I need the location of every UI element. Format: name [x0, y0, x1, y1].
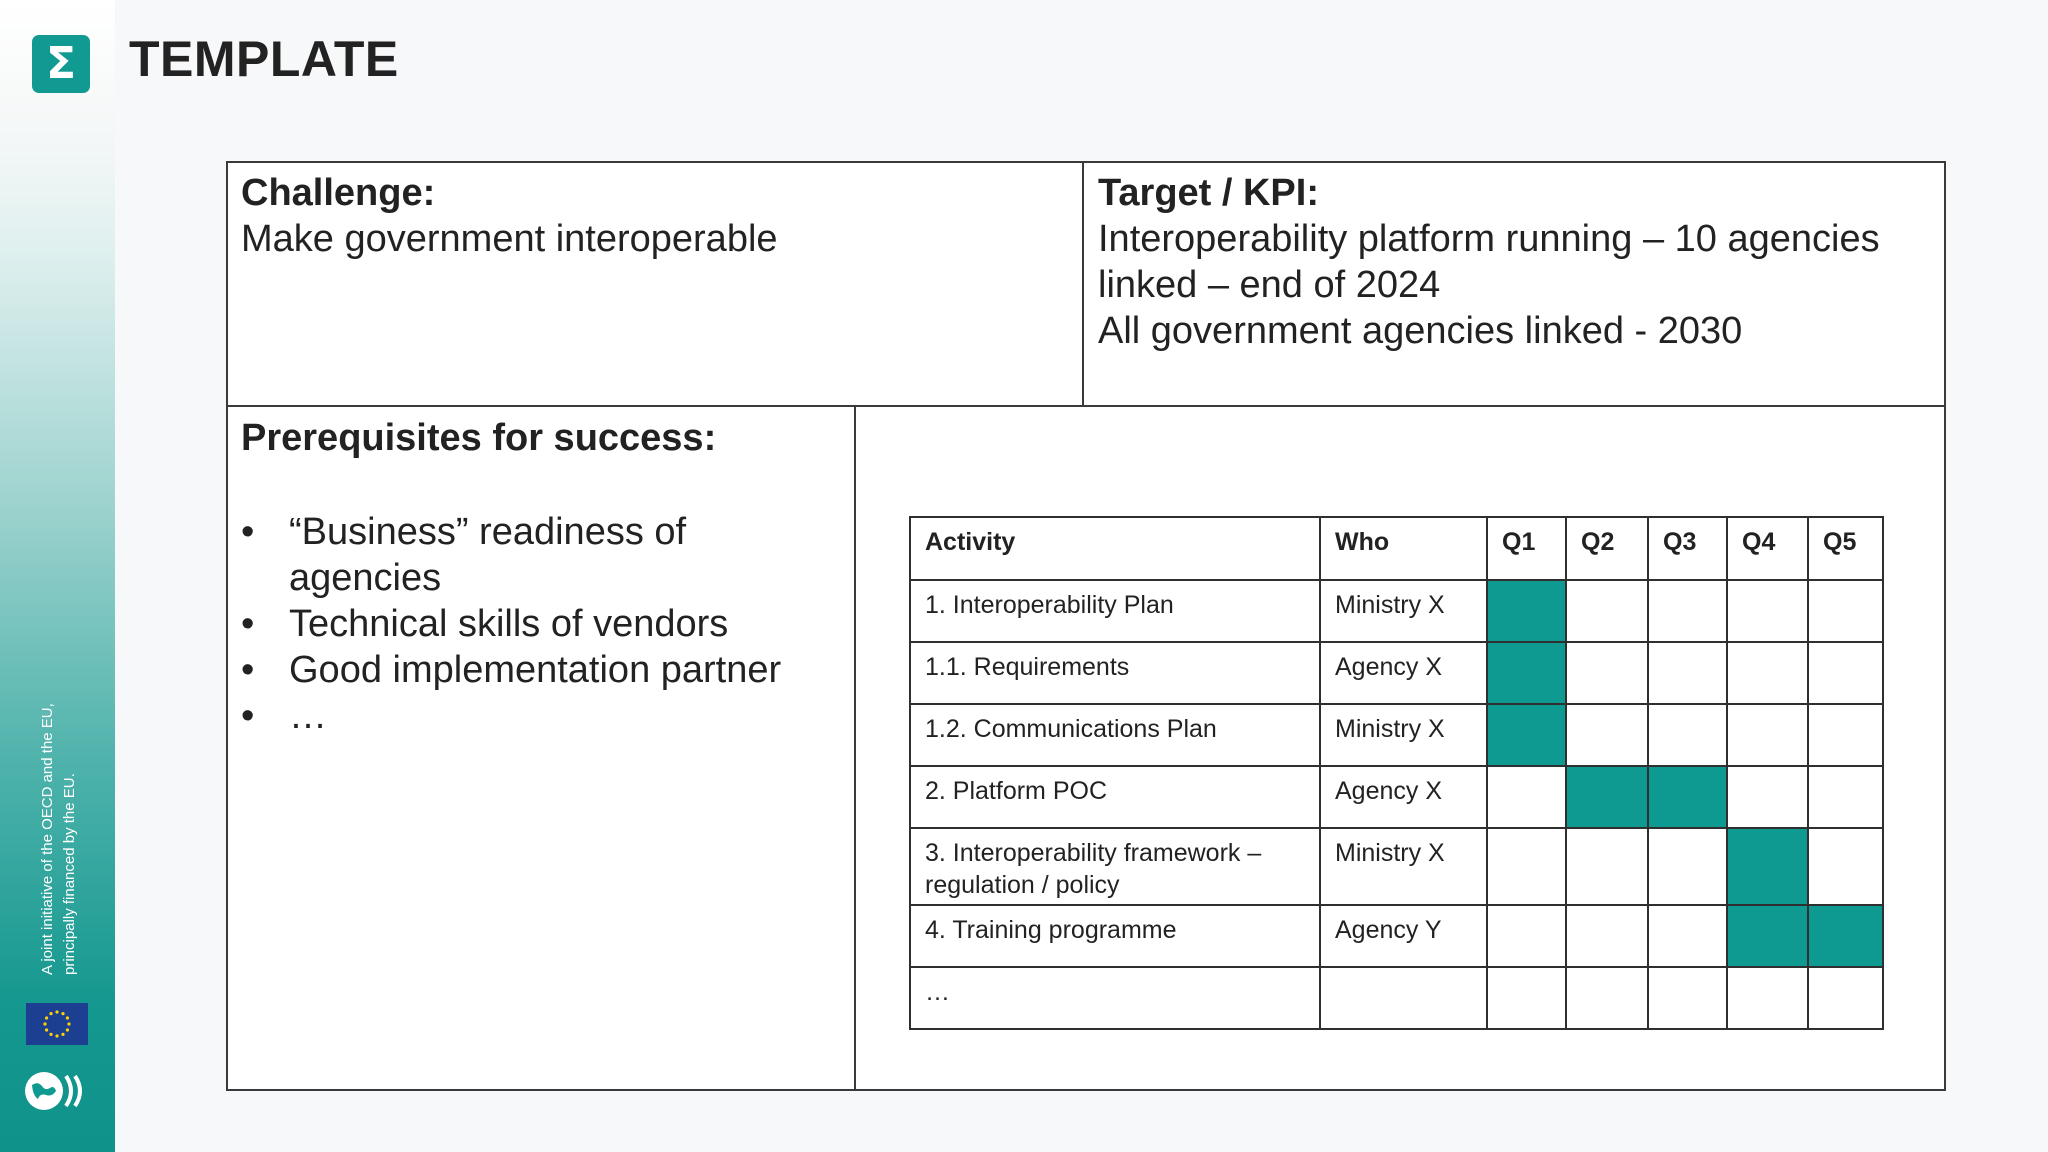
quarter-cell-active [1487, 704, 1566, 766]
page-title: TEMPLATE [129, 31, 399, 87]
quarter-cell [1487, 828, 1566, 905]
quarter-cell [1648, 828, 1727, 905]
quarter-cell [1566, 828, 1648, 905]
quarter-cell [1566, 704, 1648, 766]
eu-flag-icon [26, 1003, 88, 1045]
quarter-cell-active [1727, 828, 1808, 905]
column-header: Q3 [1648, 517, 1727, 580]
target-line: linked – end of 2024 [1098, 264, 1441, 306]
quarter-cell [1727, 766, 1808, 828]
activity-cell: 1.1. Requirements [910, 642, 1320, 704]
quarter-cell [1808, 967, 1883, 1029]
divider-top-vertical [1082, 161, 1084, 407]
who-cell: Agency X [1320, 642, 1487, 704]
column-header: Who [1320, 517, 1487, 580]
quarter-cell [1566, 905, 1648, 967]
sidebar-band [0, 0, 115, 1152]
activity-cell: 2. Platform POC [910, 766, 1320, 828]
quarter-cell [1727, 967, 1808, 1029]
footer-note [37, 655, 81, 975]
prerequisites-heading: Prerequisites for success: [241, 417, 717, 459]
quarter-cell [1566, 580, 1648, 642]
activity-cell: 4. Training programme [910, 905, 1320, 967]
quarter-cell-active [1727, 905, 1808, 967]
who-cell: Agency X [1320, 766, 1487, 828]
quarter-cell [1727, 580, 1808, 642]
quarter-cell [1808, 580, 1883, 642]
quarter-cell [1808, 766, 1883, 828]
quarter-cell [1487, 766, 1566, 828]
column-header: Q4 [1727, 517, 1808, 580]
quarter-cell-active [1648, 766, 1727, 828]
target-line: Interoperability platform running – 10 agencies [1098, 218, 1880, 260]
column-header: Q1 [1487, 517, 1566, 580]
table-row [910, 828, 1883, 905]
quarter-cell-active [1566, 766, 1648, 828]
challenge-cell [241, 170, 1061, 262]
target-cell [1098, 170, 1938, 354]
challenge-heading: Challenge: [241, 172, 436, 214]
quarter-cell [1808, 828, 1883, 905]
table-header-row [910, 517, 1883, 580]
challenge-text: Make government interoperable [241, 218, 778, 260]
quarter-cell [1648, 642, 1727, 704]
who-cell: Ministry X [1320, 580, 1487, 642]
sigma-icon: Σ [32, 35, 90, 93]
oecd-logo-icon [22, 1068, 92, 1114]
who-cell: Ministry X [1320, 704, 1487, 766]
quarter-cell [1808, 642, 1883, 704]
target-heading: Target / KPI: [1098, 172, 1319, 214]
who-cell [1320, 967, 1487, 1029]
column-header: Activity [910, 517, 1320, 580]
quarter-cell [1648, 905, 1727, 967]
quarter-cell [1648, 580, 1727, 642]
quarter-cell [1727, 704, 1808, 766]
quarter-cell [1566, 642, 1648, 704]
table-row [910, 580, 1883, 642]
activity-cell: … [910, 967, 1320, 1029]
who-cell: Ministry X [1320, 828, 1487, 905]
footer-note-line-2: principally financed by the EU. [61, 773, 78, 975]
table-row [910, 704, 1883, 766]
list-item: • Good implementation partner [241, 647, 841, 693]
column-header: Q5 [1808, 517, 1883, 580]
quarter-cell-active [1487, 642, 1566, 704]
quarter-cell [1648, 967, 1727, 1029]
list-item: • Technical skills of vendors [241, 601, 841, 647]
activity-cell: 3. Interoperability framework – regulation / policy [910, 828, 1320, 905]
activity-table [909, 516, 1884, 1030]
activity-cell: 1. Interoperability Plan [910, 580, 1320, 642]
quarter-cell [1648, 704, 1727, 766]
divider-horizontal [226, 405, 1946, 407]
quarter-cell [1487, 967, 1566, 1029]
table-row [910, 905, 1883, 967]
quarter-cell-active [1808, 905, 1883, 967]
table-row [910, 967, 1883, 1029]
table-row [910, 766, 1883, 828]
list-item: • “Business” readiness of agencies [241, 509, 841, 601]
quarter-cell [1808, 704, 1883, 766]
table-row [910, 642, 1883, 704]
quarter-cell [1487, 905, 1566, 967]
target-line: All government agencies linked - 2030 [1098, 310, 1743, 352]
footer-note-line-1: A joint initiative of the OECD and the EU, [39, 703, 56, 975]
list-item: • … [241, 693, 841, 739]
who-cell: Agency Y [1320, 905, 1487, 967]
column-header: Q2 [1566, 517, 1648, 580]
activity-cell: 1.2. Communications Plan [910, 704, 1320, 766]
prerequisites-list [241, 509, 841, 739]
divider-bottom-vertical [854, 405, 856, 1091]
quarter-cell [1727, 642, 1808, 704]
quarter-cell-active [1487, 580, 1566, 642]
quarter-cell [1566, 967, 1648, 1029]
